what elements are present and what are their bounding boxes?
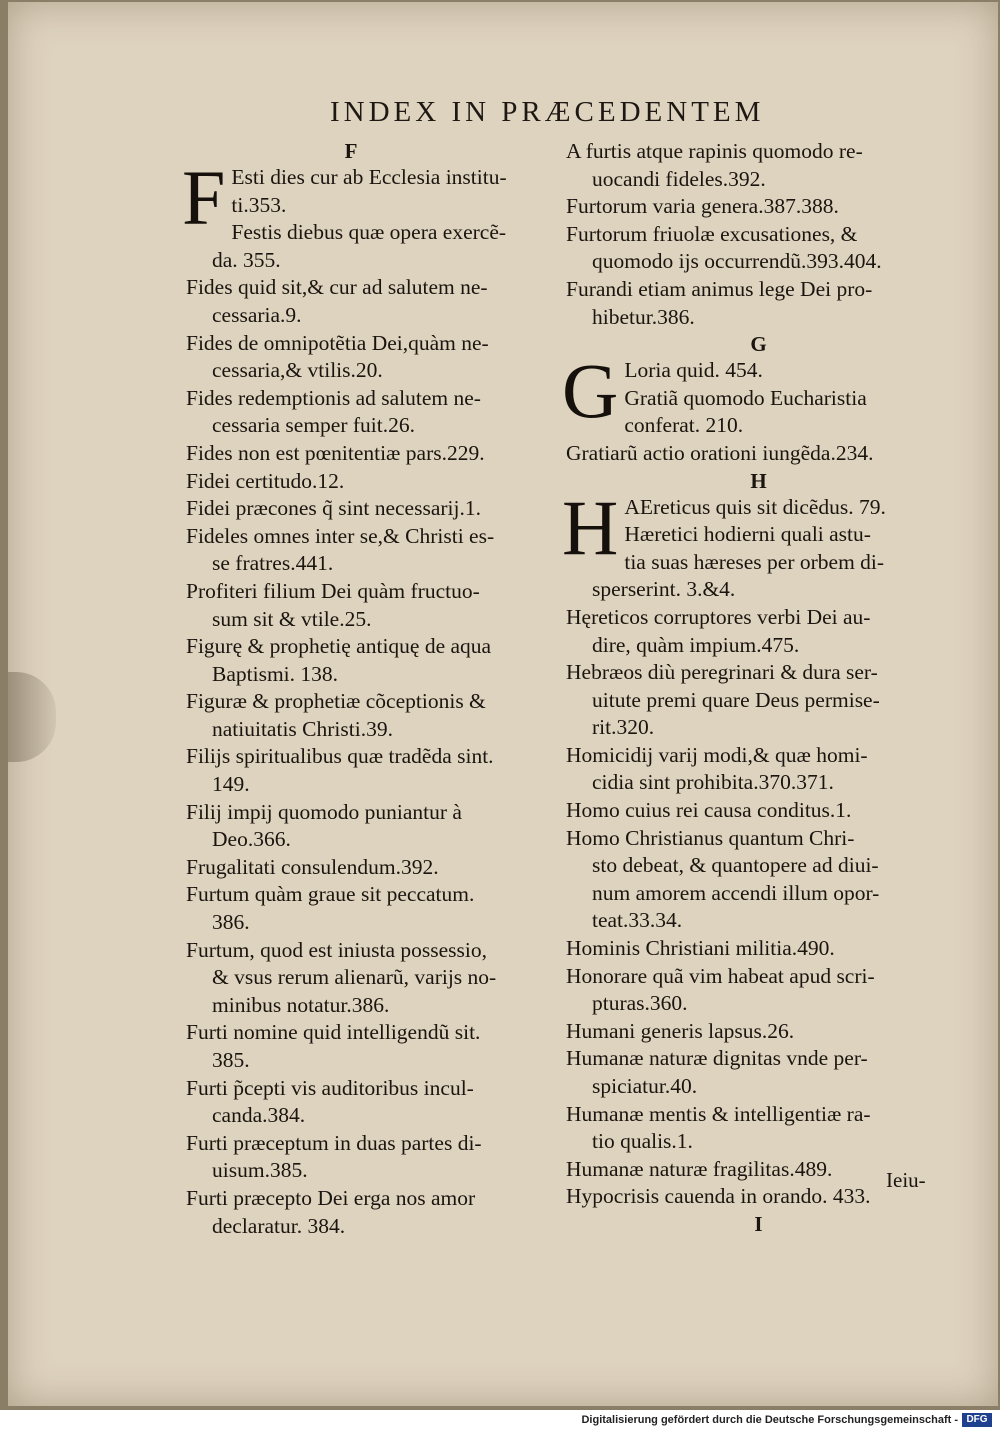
entry-continuation: cidia sint prohibita.370.371. (592, 770, 834, 795)
entry-continuation: 386. (212, 910, 250, 935)
index-entry (186, 578, 566, 633)
entry-continuation: tio qualis.1. (592, 1129, 693, 1154)
entry-line: Fidei certitudo.12. (186, 468, 345, 493)
entry-line: Humani generis lapsus.26. (566, 1018, 795, 1043)
index-entry (186, 1185, 566, 1240)
index-entry (186, 468, 566, 496)
entry-continuation: spiciatur.40. (592, 1074, 698, 1098)
entry-line: Humanæ naturæ fragilitas.489. (566, 1156, 833, 1181)
index-entry (566, 1045, 951, 1100)
index-entry (566, 742, 951, 797)
entry-line: Furti præceptum in duas partes di- (186, 1130, 482, 1155)
entry-continuation: num amorem accendi illum opor- (592, 880, 880, 905)
entry-continuation: sum sit & vtile.25. (212, 606, 372, 631)
index-entry (186, 495, 566, 523)
entry-line: Hæretici hodierni quali astu- (624, 522, 871, 547)
index-entry (566, 385, 951, 440)
entry-line: Furtorum varia genera.387.388. (566, 194, 839, 219)
section-letter: H (750, 468, 767, 493)
section-letter: F (344, 139, 358, 163)
section-letter: G (750, 332, 767, 357)
index-entry (566, 797, 951, 825)
running-header: INDEX IN PRÆCEDENTEM (330, 96, 765, 128)
entry-line: Humanæ naturæ dignitas vnde per- (566, 1046, 868, 1071)
entry-line: Furandi etiam animus lege Dei pro- (566, 276, 873, 301)
entry-line: Hęreticos corruptores verbi Dei au- (566, 604, 871, 629)
index-entry (186, 1019, 566, 1074)
entry-line: Homo cuius rei causa conditus.1. (566, 798, 852, 823)
index-entry (186, 1130, 566, 1185)
index-entry (566, 221, 951, 276)
index-entry (186, 854, 566, 882)
index-entry (186, 799, 566, 854)
entry-continuation: declaratur. 384. (212, 1213, 346, 1238)
page-edge-shadow (8, 672, 56, 762)
index-entry (566, 963, 951, 1018)
index-entry (186, 219, 566, 274)
entry-continuation: rit.320. (592, 715, 655, 740)
index-entry (186, 274, 566, 329)
drop-cap: G (562, 347, 619, 435)
entry-line: A furtis atque rapinis quomodo re- (566, 139, 863, 163)
dfg-logo-icon[interactable]: DFG (962, 1413, 992, 1427)
entry-line: Fideles omnes inter se,& Christi es- (186, 523, 495, 548)
index-entry (186, 385, 566, 440)
entry-line: Fides quid sit,& cur ad salutem ne- (186, 275, 488, 300)
entry-continuation: hibetur.386. (592, 304, 695, 329)
entry-line: Frugalitati consulendum.392. (186, 854, 439, 879)
entry-line: Furtorum friuolæ excusationes, & (566, 221, 858, 246)
entry-line: Gratiarũ actio orationi iungẽda.234. (566, 440, 874, 465)
index-entry (186, 688, 566, 743)
entry-line: Honorare quã vim habeat apud scri- (566, 963, 875, 988)
entry-line: Filijs spiritualibus quæ tradẽda sint. (186, 744, 494, 769)
entry-line: Fides redemptionis ad salutem ne- (186, 385, 481, 410)
entry-continuation: canda.384. (212, 1103, 306, 1128)
entry-line: Gratiã quomodo Eucharistia (624, 385, 867, 410)
entry-continuation: tia suas hæreses per orbem di- (624, 549, 885, 574)
entry-continuation: teat.33.34. (592, 908, 683, 933)
right-column (562, 138, 951, 1237)
entry-line: Furti p̃cepti vis auditoribus incul- (186, 1075, 474, 1100)
entry-continuation: uitute premi quare Deus permise- (592, 687, 880, 712)
entry-continuation: minibus notatur.386. (212, 992, 390, 1017)
entry-continuation: 149. (212, 772, 250, 797)
entry-continuation: 385. (212, 1048, 250, 1072)
entry-continuation: sto debeat, & quantopere ad diui- (592, 853, 879, 878)
entry-continuation: & vsus rerum alienarũ, varijs no- (212, 965, 497, 990)
index-entry (566, 935, 951, 963)
entry-line: Hebræos diù peregrinari & dura ser- (566, 660, 878, 685)
index-entry (566, 1101, 951, 1156)
entry-line: Esti dies cur ab Ecclesia institu- (231, 165, 507, 189)
entry-line: Profiteri filium Dei quàm fructuo- (186, 578, 480, 603)
entry-continuation: uocandi fideles.392. (592, 166, 766, 191)
funding-note: Digitalisierung gefördert durch die Deutsche Forschungsgemeinschaft - (581, 1414, 958, 1426)
footer-bar (0, 1410, 1000, 1432)
entry-line: Furti præcepto Dei erga nos amor (186, 1185, 476, 1210)
index-entry (566, 276, 951, 331)
entry-continuation: Deo.366. (212, 827, 291, 852)
entry-line: Homo Christianus quantum Chri- (566, 825, 855, 850)
entry-line: Figuræ & prophetiæ cõceptionis & (186, 689, 486, 714)
index-entry (186, 440, 566, 468)
index-entry (566, 604, 951, 659)
index-entry (566, 193, 951, 221)
entry-line: Hypocrisis cauenda in orando. 433. (566, 1184, 871, 1209)
drop-cap: F (182, 154, 226, 241)
entry-line: Fidei præcones q̃ sint necessarij.1. (186, 496, 481, 521)
entry-continuation: conferat. 210. (624, 413, 744, 438)
entry-continuation: uisum.385. (212, 1158, 308, 1183)
entry-line: AEreticus quis sit dicẽdus. 79. (624, 494, 886, 519)
entry-continuation: pturas.360. (592, 991, 688, 1016)
drop-cap: H (562, 483, 619, 571)
index-entry (566, 138, 951, 193)
entry-line: Furti nomine quid intelligendũ sit. (186, 1020, 481, 1045)
entry-line: Humanæ mentis & intelligentiæ ra- (566, 1101, 871, 1126)
left-column (182, 138, 566, 1240)
entry-line: Fides de omnipotẽtia Dei,quàm ne- (186, 330, 489, 355)
entry-line: Loria quid. 454. (624, 358, 763, 383)
section-letter: I (754, 1211, 763, 1236)
index-entry (566, 521, 951, 604)
entry-continuation: natiuitatis Christi.39. (212, 716, 393, 741)
entry-line: Filij impij quomodo puniantur à (186, 799, 462, 824)
index-entry (186, 881, 566, 936)
index-entry (566, 440, 951, 468)
entry-continuation: ti.353. (231, 192, 287, 217)
entry-continuation: cessaria,& vtilis.20. (212, 358, 383, 383)
entry-line: Homicidij varij modi,& quæ homi- (566, 742, 868, 767)
entry-continuation: cessaria semper fuit.26. (212, 413, 415, 438)
index-entry (186, 937, 566, 1020)
entry-continuation: sperserint. 3.&4. (592, 577, 736, 602)
entry-line: Figurę & prophetię antiquę de aqua (186, 634, 492, 659)
entry-line: Furtum quàm graue sit peccatum. (186, 882, 475, 907)
index-entry (566, 659, 951, 742)
entry-continuation: cessaria.9. (212, 302, 302, 327)
entry-continuation: da. 355. (212, 247, 281, 272)
entry-continuation: quomodo ijs occurrendũ.393.404. (592, 249, 882, 274)
entry-line: Fides non est pœnitentiæ pars.229. (186, 440, 485, 465)
catchword: Ieiu- (886, 1168, 926, 1192)
entry-line: Furtum, quod est iniusta possessio, (186, 937, 488, 962)
index-entry (186, 743, 566, 798)
index-entry (186, 523, 566, 578)
entry-continuation: Baptismi. 138. (212, 661, 339, 686)
index-entry (186, 633, 566, 688)
entry-line: Festis diebus quæ opera exercẽ- (231, 220, 507, 245)
index-entry (186, 1075, 566, 1130)
entry-line: Hominis Christiani militia.490. (566, 936, 835, 961)
index-entry (566, 825, 951, 935)
index-entry (566, 1018, 951, 1046)
index-entry (186, 330, 566, 385)
entry-continuation: se fratres.441. (212, 551, 334, 576)
entry-continuation: dire, quàm impium.475. (592, 632, 800, 657)
